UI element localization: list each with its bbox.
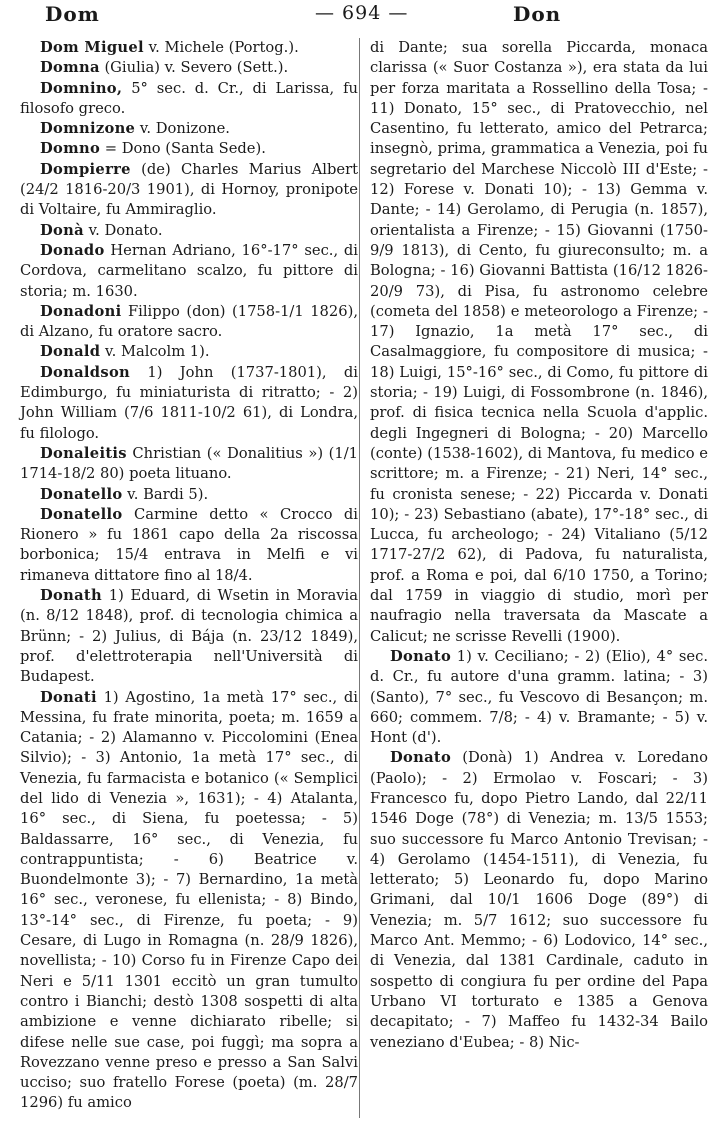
right-column (370, 38, 708, 1053)
entry (20, 119, 358, 139)
entry-text: 1) v. Ceciliano; - 2) (Elio), 4° sec. d. Cr., fu autore d'una gramm. latina; - 3) (Santo), 7° sec., fu Vescovo di Besançon; m. 660; commem. 7/8; - 4) v. Bramante; - 5) v. Hont (d'). (370, 647, 708, 747)
entry-headword: Donatello (40, 485, 123, 503)
entry-headword: Donà (40, 221, 84, 239)
entry (20, 38, 358, 58)
entry-headword: Donaldson (40, 363, 131, 381)
entry-continuation (370, 38, 708, 647)
entry (370, 647, 708, 748)
entry-text: (de) Charles Marius Albert (24/2 1816-20/3 1901), di Hornoy, pronipote di Voltaire, fu Ammiraglio. (20, 160, 358, 219)
entry (20, 505, 358, 586)
entry-text: 1) Agostino, 1a metà 17° sec., di Messina, fu frate minorita, poeta; m. 1659 a Catania; - 2) Alamanno v. Piccolomini (Enea Silvio); - 3) Antonio, 1a metà 17° sec., di Venezia, fu farmacista e botanico (« Semplici del lido di Venezia », 1631); - 4) Atalanta, 16° sec., di Siena, fu poetessa; - 5) Baldassarre, 16° sec., di Venezia, fu contrappuntista; - 6) Beatrice v. Buondelmonte 3); - 7) Bernardino, 1a metà 16° sec., veronese, fu ellenista; - 8) Bindo, 13°-14° sec., di Firenze, fu poeta; - 9) Cesare, di Lugo in Romagna (n. 28/9 1826), novellista; - 10) Corso fu in Firenze Capo dei Neri e 5/11 1301 eccitò un gran tumulto contro i Bianchi; destò 1308 sospetti di alta ambizione e venne dichiarato ribelle; si difese nelle sue case, poi fuggì; ma sopra a Rovezzano venne preso e presso a San Salvi ucciso; suo fratello Forese (poeta) (m. 28/7 1296) fu amico (20, 688, 358, 1112)
entry-text: v. Donizone. (135, 120, 230, 138)
entry (20, 444, 358, 485)
entry-headword: Donadoni (40, 302, 122, 320)
entry-headword: Domna (40, 59, 100, 77)
entry-text: 1) Eduard, di Wsetin in Moravia (n. 8/12 1848), prof. di tecnologia chimica a Brünn; - 2) Julius, di Bája (n. 23/12 1849), prof. d'elettroterapia nell'Università di Budapest. (20, 587, 358, 686)
entry (20, 160, 358, 221)
entry-headword: Donato (390, 647, 452, 665)
entry-headword: Donald (40, 343, 101, 361)
entry-text: v. Michele (Portog.). (143, 39, 299, 56)
header-left-guideword: Dom (45, 2, 100, 26)
entry-text: v. Malcolm 1). (100, 343, 210, 361)
entry (20, 139, 358, 159)
entry-text: v. Donato. (83, 221, 163, 239)
entry-headword: Donatello (40, 505, 123, 523)
entry (370, 748, 708, 1052)
page-number: — 694 — (315, 2, 409, 24)
entry-headword: Donado (40, 241, 105, 259)
entry-text: di Dante; sua sorella Piccarda, monaca clarissa (« Suor Costanza »), era stata da lui per forza maritata a Rossellino della Tosa; - 11) Donato, 15° sec., di Pratovecchio, nel Casentino, fu letterato, amico del Petrarca; insegnò, prima, grammatica a Venezia, poi fu segretario del Marchese Niccolò III d'Este; - 12) Forese v. Donati 10); - 13) Gemma v. Dante; - 14) Gerolamo, di Perugia (n. 1857), orientalista a Firenze; - 15) Giovanni (1750-9/9 1813), di Cento, fu giureconsulto; m. a Bologna; - 16) Giovanni Battista (16/12 1826-20/9 73), di Pisa, fu astronomo celebre (cometa del 1858) e meteorologo a Firenze; - 17) Ignazio, 1a metà 17° sec., di Casalmaggiore, fu compositore di musica; - 18) Luigi, 15°-16° sec., di Como, fu pittore di storia; - 19) Luigi, di Fossombrone (n. 1846), prof. di fisica tecnica nella Scuola d'applic. degli Ingegneri di Bologna; - 20) Marcello (conte) (1538-1602), di Mantova, fu medico e scrittore; m. a Firenze; - 21) Neri, 14° sec., fu cronista senese; - 22) Piccarda v. Donati 10); - 23) Sebastiano (abate), 17°-18° sec., di Lucca, fu archeologo; - 24) Vitaliano (5/12 1717-27/2 62), di Padova, fu naturalista, prof. a Roma e poi, dal 6/10 1750, a Torino; dal 1759 in viaggio di studio, morì per naufragio nella traversata da Mascate a Calicut; ne scrisse Revelli (1900). (370, 39, 708, 645)
entry-headword: Dompierre (40, 160, 131, 178)
entry-text: (Donà) 1) Andrea v. Loredano (Paolo); - 2) Ermolao v. Foscari; - 3) Francesco fu, dopo Pietro Lando, dal 22/11 1546 Doge (78°) di Venezia; m. 13/5 1553; suo successore fu Marco Antonio Trevisan; - 4) Gerolamo (1454-1511), di Venezia, fu letterato; 5) Leonardo fu, dopo Marino Grimani, dal 10/1 1606 Doge (89°) di Venezia; m. 5/7 1612; suo successore fu Marco Ant. Memmo; - 6) Lodovico, 14° sec., di Venezia, dal 1381 Cardinale, caduto in sospetto di congiura fu per ordine del Papa Urbano VI torturato e 1385 a Genova decapitato; - 7) Maffeo fu 1432-34 Bailo veneziano d'Eubea; - 8) Nic- (370, 749, 708, 1051)
entry (20, 79, 358, 120)
entry-text: Christian (« Donalitius ») (1/1 1714-18/2 80) poeta lituano. (20, 444, 358, 483)
entry-headword: Domno (40, 140, 101, 158)
entry (20, 688, 358, 1114)
entry (20, 302, 358, 343)
page-header (0, 2, 718, 32)
entry (20, 363, 358, 444)
column-divider (359, 38, 360, 1118)
entry-text: = Dono (Santa Sede). (100, 140, 266, 158)
entry (20, 342, 358, 362)
entry-headword: Donath (40, 587, 102, 605)
entry-text: Hernan Adriano, 16°-17° sec., di Cordova, carmelitano scalzo, fu pittore di storia; m. 1630. (20, 241, 358, 300)
entry-text: v. Bardi 5). (122, 485, 209, 503)
entry-text: (Giulia) v. Severo (Sett.). (99, 59, 289, 77)
entry (20, 485, 358, 505)
entry-headword: Donato (390, 749, 452, 767)
header-right-guideword: Don (513, 2, 562, 26)
entry (20, 221, 358, 241)
entry (20, 58, 358, 78)
entry-headword: Dom Miguel (40, 39, 144, 56)
entry (20, 586, 358, 687)
entry-headword: Domnizone (40, 120, 136, 138)
entry-text: Carmine detto « Crocco di Rionero » fu 1861 capo della 2a riscossa borbonica; 15/4 entrava in Melfi e vi rimaneva dittatore fino al 18/4. (20, 505, 358, 584)
entry-text: 5° sec. d. Cr., di Larissa, fu filosofo greco. (20, 79, 358, 117)
entry-headword: Donati (40, 688, 97, 706)
left-column (20, 38, 358, 1114)
entry-headword: Domnino, (40, 79, 123, 97)
entry-text: Filippo (don) (1758-1/1 1826), di Alzano, fu oratore sacro. (20, 302, 358, 341)
entry (20, 241, 358, 302)
entry-headword: Donaleitis (40, 444, 127, 462)
entry-text: 1) John (1737-1801), di Edimburgo, fu miniaturista di ritratto; - 2) John William (7/6 1811-10/2 61), di Londra, fu filologo. (20, 363, 358, 442)
